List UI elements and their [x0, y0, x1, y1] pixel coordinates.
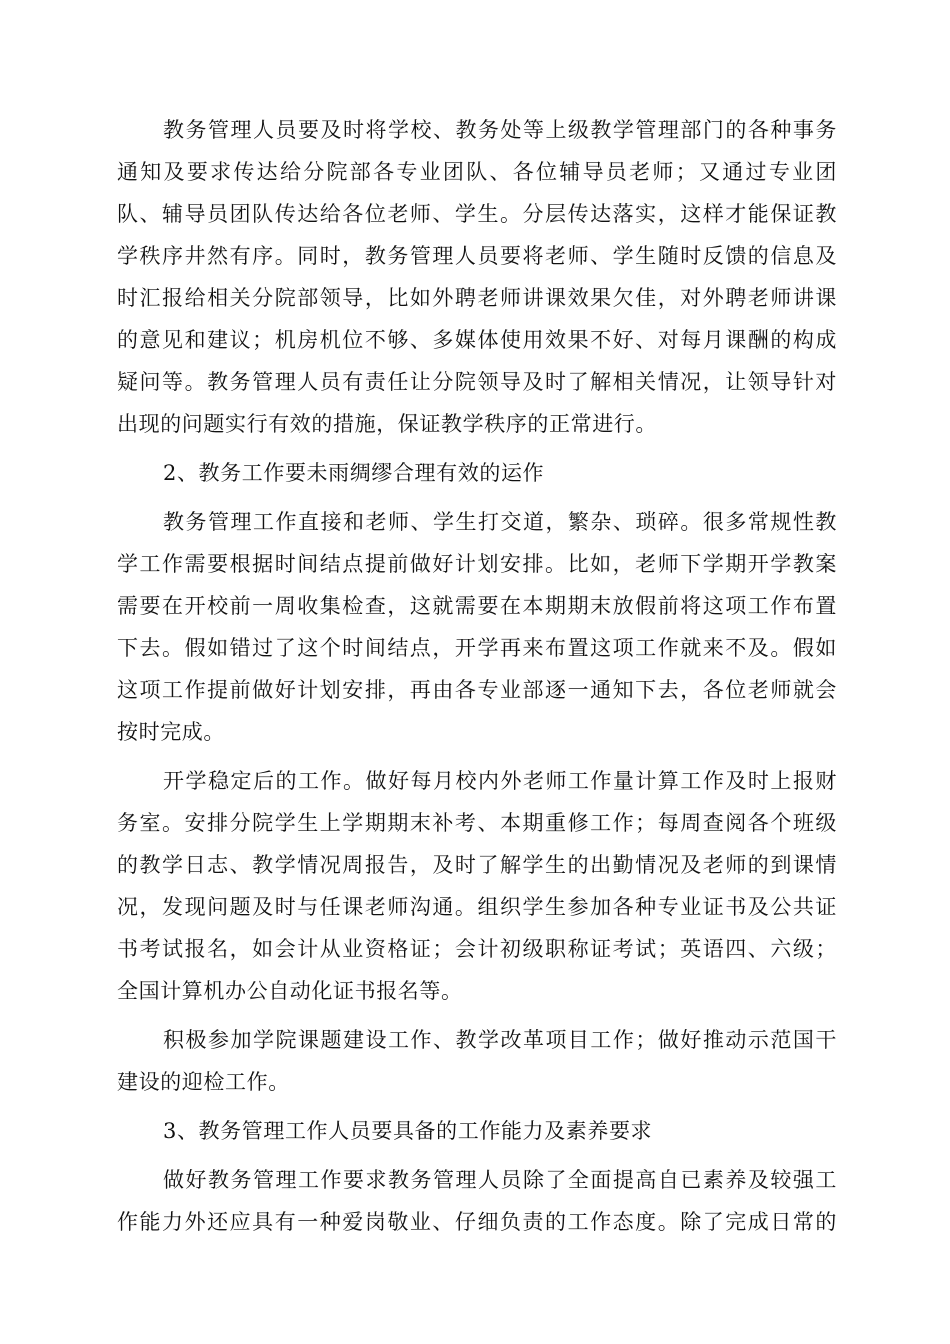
text-line: 积极参加学院课题建设工作、教学改革项目工作；做好推动示范国干	[163, 1028, 837, 1052]
text-line: 这项工作提前做好计划安排，再由各专业部逐一通知下去，各位老师就会	[117, 678, 837, 702]
text-line: 教务管理人员要及时将学校、教务处等上级教学管理部门的各种事务	[163, 118, 837, 142]
text-line: 学工作需要根据时间结点提前做好计划安排。比如，老师下学期开学教案	[117, 552, 837, 576]
text-line: 的教学日志、教学情况周报告，及时了解学生的出勤情况及老师的到课情	[117, 853, 837, 877]
section-heading: 3、教务管理工作人员要具备的工作能力及素养要求	[163, 1119, 653, 1143]
text-line: 开学稳定后的工作。做好每月校内外老师工作量计算工作及时上报财	[163, 769, 837, 793]
text-line: 建设的迎检工作。	[117, 1070, 290, 1094]
text-line: 全国计算机办公自动化证书报名等。	[117, 979, 463, 1003]
text-line: 的意见和建议；机房机位不够、多媒体使用效果不好、对每月课酬的构成	[117, 328, 837, 352]
text-line: 疑问等。教务管理人员有责任让分院领导及时了解相关情况，让领导针对	[117, 370, 837, 394]
text-line: 书考试报名，如会计从业资格证；会计初级职称证考试；英语四、六级；	[117, 937, 837, 961]
text-line: 教务管理工作直接和老师、学生打交道，繁杂、琐碎。很多常规性教	[163, 510, 837, 534]
text-line: 作能力外还应具有一种爱岗敬业、仔细负责的工作态度。除了完成日常的	[117, 1210, 837, 1234]
text-line: 时汇报给相关分院部领导，比如外聘老师讲课效果欠佳，对外聘老师讲课	[117, 286, 837, 310]
text-line: 需要在开校前一周收集检查，这就需要在本期期末放假前将这项工作布置	[117, 594, 837, 618]
text-line: 队、辅导员团队传达给各位老师、学生。分层传达落实，这样才能保证教	[117, 202, 837, 226]
text-line: 做好教务管理工作要求教务管理人员除了全面提高自已素养及较强工	[163, 1168, 837, 1192]
text-line: 通知及要求传达给分院部各专业团队、各位辅导员老师；又通过专业团	[117, 160, 837, 184]
text-line: 学秩序井然有序。同时，教务管理人员要将老师、学生随时反馈的信息及	[117, 244, 837, 268]
text-line: 出现的问题实行有效的措施，保证教学秩序的正常进行。	[117, 412, 657, 436]
text-line: 务室。安排分院学生上学期期末补考、本期重修工作；每周查阅各个班级	[117, 811, 837, 835]
text-line: 况，发现问题及时与任课老师沟通。组织学生参加各种专业证书及公共证	[117, 895, 837, 919]
text-line: 按时完成。	[117, 720, 225, 744]
text-line: 下去。假如错过了这个时间结点，开学再来布置这项工作就来不及。假如	[117, 636, 837, 660]
section-heading: 2、教务工作要未雨绸缪合理有效的运作	[163, 461, 545, 485]
